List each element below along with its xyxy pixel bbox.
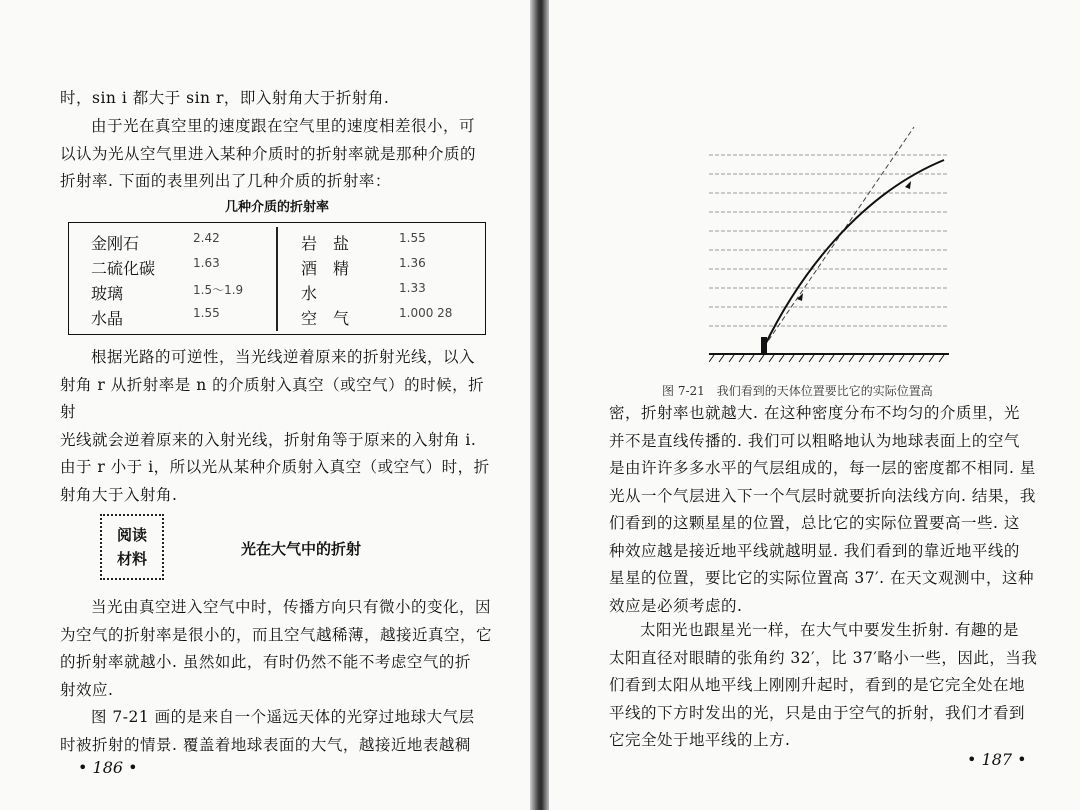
refractive-index-value: 1.36 [399, 256, 426, 270]
text-line: 密，折射率也就越大. 在这种密度分布不均匀的介质里，光 [609, 404, 1020, 422]
text-line: 们看到太阳从地平线上刚刚升起时，看到的是它完全处在地 [609, 676, 1026, 694]
text-line: 折射率. 下面的表里列出了几种介质的折射率： [60, 172, 391, 190]
paragraph-1 [60, 113, 500, 196]
page-number-right: • 187 • [967, 750, 1027, 769]
arrow-upper-icon [905, 181, 911, 189]
text-line: 平线的下方时发出的光，只是由于空气的折射，我们才看到 [609, 703, 1026, 722]
figure-caption: 图 7-21 我们看到的天体位置要比它的实际位置高 [662, 384, 933, 398]
medium-name: 岩 盐 [301, 234, 350, 253]
medium-name: 酒 精 [301, 259, 350, 278]
text-line: 光从一个气层进入下一个气层时就要折向法线方向. 结果，我 [609, 486, 1036, 505]
book-gutter [530, 0, 549, 810]
text-line: 射角 r 从折射率是 n 的介质射入真空（或空气）的时候，折射 [60, 375, 485, 421]
refractive-index-value: 1.55 [399, 231, 426, 245]
refractive-index-table [68, 222, 486, 335]
medium-name: 水晶 [91, 309, 124, 328]
refractive-index-value: 1.33 [399, 281, 426, 295]
page-number-left: • 186 • [78, 758, 138, 777]
refractive-index-value: 1.000 28 [399, 306, 453, 320]
paragraph-1 [609, 400, 1054, 620]
medium-name: 水 [301, 284, 318, 303]
table-divider [276, 227, 278, 331]
refraction-figure [709, 125, 949, 370]
medium-name: 金刚石 [91, 234, 140, 253]
text-line: 为空气的折射率是很小的，而且空气越稀薄，越接近真空，它 [60, 625, 493, 644]
text-line: 以认为光从空气里进入某种介质时的折射率就是那种介质的 [60, 144, 477, 163]
text-line: 太阳光也跟星光一样，在大气中要发生折射. 有趣的是 [640, 621, 1019, 639]
paragraph-4 [60, 704, 500, 759]
refracted-light-path [764, 160, 944, 347]
text-line: 是由许许多多水平的气层组成的，每一层的密度都不相同. 星 [609, 459, 1036, 477]
left-page [0, 0, 530, 810]
paragraph-2 [60, 344, 500, 509]
refractive-index-value: 2.42 [193, 231, 220, 245]
text-line: 并不是直线传播的. 我们可以粗略地认为地球表面上的空气 [609, 431, 1020, 450]
text-line: 射效应. [60, 680, 114, 699]
badge-line-1: 阅读 [116, 526, 147, 544]
text-line: 由于 r 小于 i，所以光从某种介质射入真空（或空气）时，折 [60, 458, 490, 476]
text-line: 时被折射的情景. 覆盖着地球表面的大气，越接近地表越稠 [60, 735, 471, 754]
text-line: 们看到的这颗星星的位置，总比它的实际位置要高一些. 这 [609, 514, 1020, 532]
text-line: 光线就会逆着原来的入射光线，折射角等于原来的入射角 i. [60, 430, 477, 449]
medium-name: 空 气 [301, 309, 350, 328]
paragraph-3 [60, 594, 500, 704]
ground-hatching [709, 355, 944, 362]
text-line: 种效应越是接近地平线就越明显. 我们看到的靠近地平线的 [609, 541, 1020, 560]
text-line: 当光由真空进入空气中时，传播方向只有微小的变化，因 [91, 598, 492, 616]
text-line: 它完全处于地平线的上方. [609, 731, 791, 749]
right-page [549, 0, 1080, 810]
paragraph-2 [609, 617, 1054, 755]
apparent-direction-line [764, 127, 914, 347]
section-title: 光在大气中的折射 [241, 540, 362, 558]
text-line: 射角大于入射角. [60, 485, 178, 504]
refractive-index-value: 1.5～1.9 [193, 283, 244, 297]
text-line: 星星的位置，要比它的实际位置高 37′. 在天文观测中，这种 [609, 569, 1035, 587]
medium-name: 二硫化碳 [91, 259, 156, 278]
refractive-index-value: 1.55 [193, 306, 220, 320]
text-line: 的折射率就越小. 虽然如此，有时仍然不能不考虑空气的折 [60, 653, 471, 671]
observer-icon [761, 337, 767, 353]
text-line: 根据光路的可逆性，当光线逆着原来的折射光线，以入 [91, 348, 476, 366]
text-line: 效应是必须考虑的. [609, 596, 743, 615]
text-line: 由于光在真空里的速度跟在空气里的速度相差很小，可 [91, 117, 476, 135]
reading-material-badge [100, 514, 164, 580]
text-line: 太阳直径对眼睛的张角约 32′，比 37′略小一些，因此，当我 [609, 648, 1038, 667]
table-caption: 几种介质的折射率 [224, 200, 329, 215]
badge-line-2: 材料 [116, 550, 147, 568]
medium-name: 玻璃 [91, 284, 124, 303]
refractive-index-value: 1.63 [193, 256, 220, 270]
text-line: 图 7-21 画的是来自一个遥远天体的光穿过地球大气层 [91, 708, 475, 726]
atmosphere-layers [709, 155, 949, 326]
intro-line: 时，sin i 都大于 sin r，即入射角大于折射角. [60, 89, 390, 107]
